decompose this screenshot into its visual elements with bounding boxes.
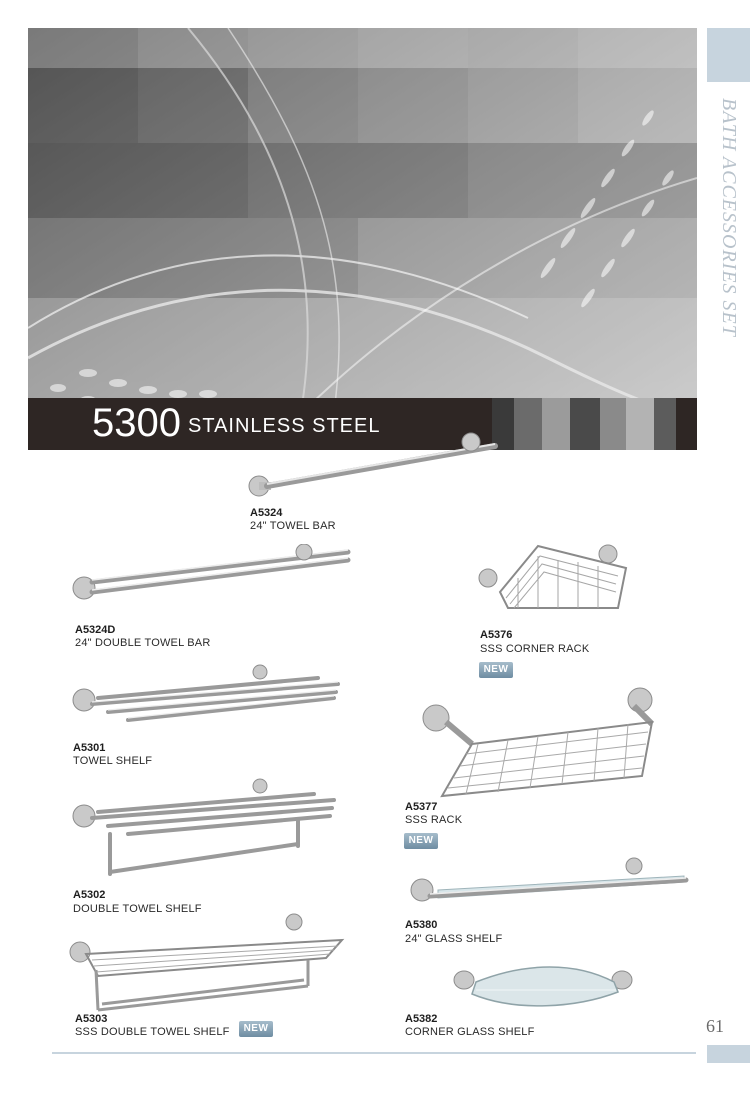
page-number: 61 xyxy=(706,1016,724,1036)
color-swatch xyxy=(676,398,697,450)
towel-shelf-image xyxy=(68,664,348,732)
hero-banner xyxy=(28,28,697,450)
product-code: A5301 xyxy=(73,742,106,754)
abstract-wave-graphic xyxy=(28,28,697,450)
product-name: SSS DOUBLE TOWEL SHELF xyxy=(75,1026,230,1038)
product-name: 24" DOUBLE TOWEL BAR xyxy=(75,637,211,649)
towel-bar-image xyxy=(245,428,505,500)
product-code: A5324 xyxy=(250,507,283,519)
product-code: A5380 xyxy=(405,919,438,931)
color-swatch xyxy=(514,398,542,450)
footer-tab xyxy=(707,1045,750,1063)
corner-glass-shelf-image xyxy=(446,964,642,1014)
color-swatch xyxy=(600,398,626,450)
product-code: A5382 xyxy=(405,1013,438,1025)
product-code: A5324D xyxy=(75,624,116,636)
side-tab xyxy=(707,28,750,82)
corner-rack-image xyxy=(478,538,632,618)
product-code: A5376 xyxy=(480,629,513,641)
product-name: 24" GLASS SHELF xyxy=(405,933,503,945)
sss-rack-image xyxy=(418,684,660,800)
double-towel-shelf-image xyxy=(68,776,342,880)
new-badge: NEW xyxy=(239,1021,273,1037)
product-name: 24" TOWEL BAR xyxy=(250,520,336,532)
product-name: SSS RACK xyxy=(405,814,463,826)
new-badge: NEW xyxy=(404,833,438,849)
footer-rule xyxy=(52,1052,696,1054)
new-badge: NEW xyxy=(479,662,513,678)
product-name: TOWEL SHELF xyxy=(73,755,153,767)
product-name: DOUBLE TOWEL SHELF xyxy=(73,903,202,915)
product-code: A5377 xyxy=(405,801,438,813)
side-category-label xyxy=(712,98,744,398)
color-swatch xyxy=(542,398,570,450)
glass-shelf-image xyxy=(408,856,690,912)
series-number: 5300 xyxy=(92,401,181,445)
color-swatch xyxy=(654,398,676,450)
sss-double-towel-shelf-image xyxy=(68,910,348,1014)
product-name: SSS CORNER RACK xyxy=(480,643,590,655)
product-code: A5302 xyxy=(73,889,106,901)
double-towel-bar-image xyxy=(68,544,358,608)
series-material: STAINLESS STEEL xyxy=(188,415,381,437)
color-swatch xyxy=(570,398,600,450)
color-swatch xyxy=(626,398,654,450)
side-category-text: BATH ACCESSORIES SET xyxy=(718,98,740,337)
product-code: A5303 xyxy=(75,1013,108,1025)
product-name: CORNER GLASS SHELF xyxy=(405,1026,535,1038)
